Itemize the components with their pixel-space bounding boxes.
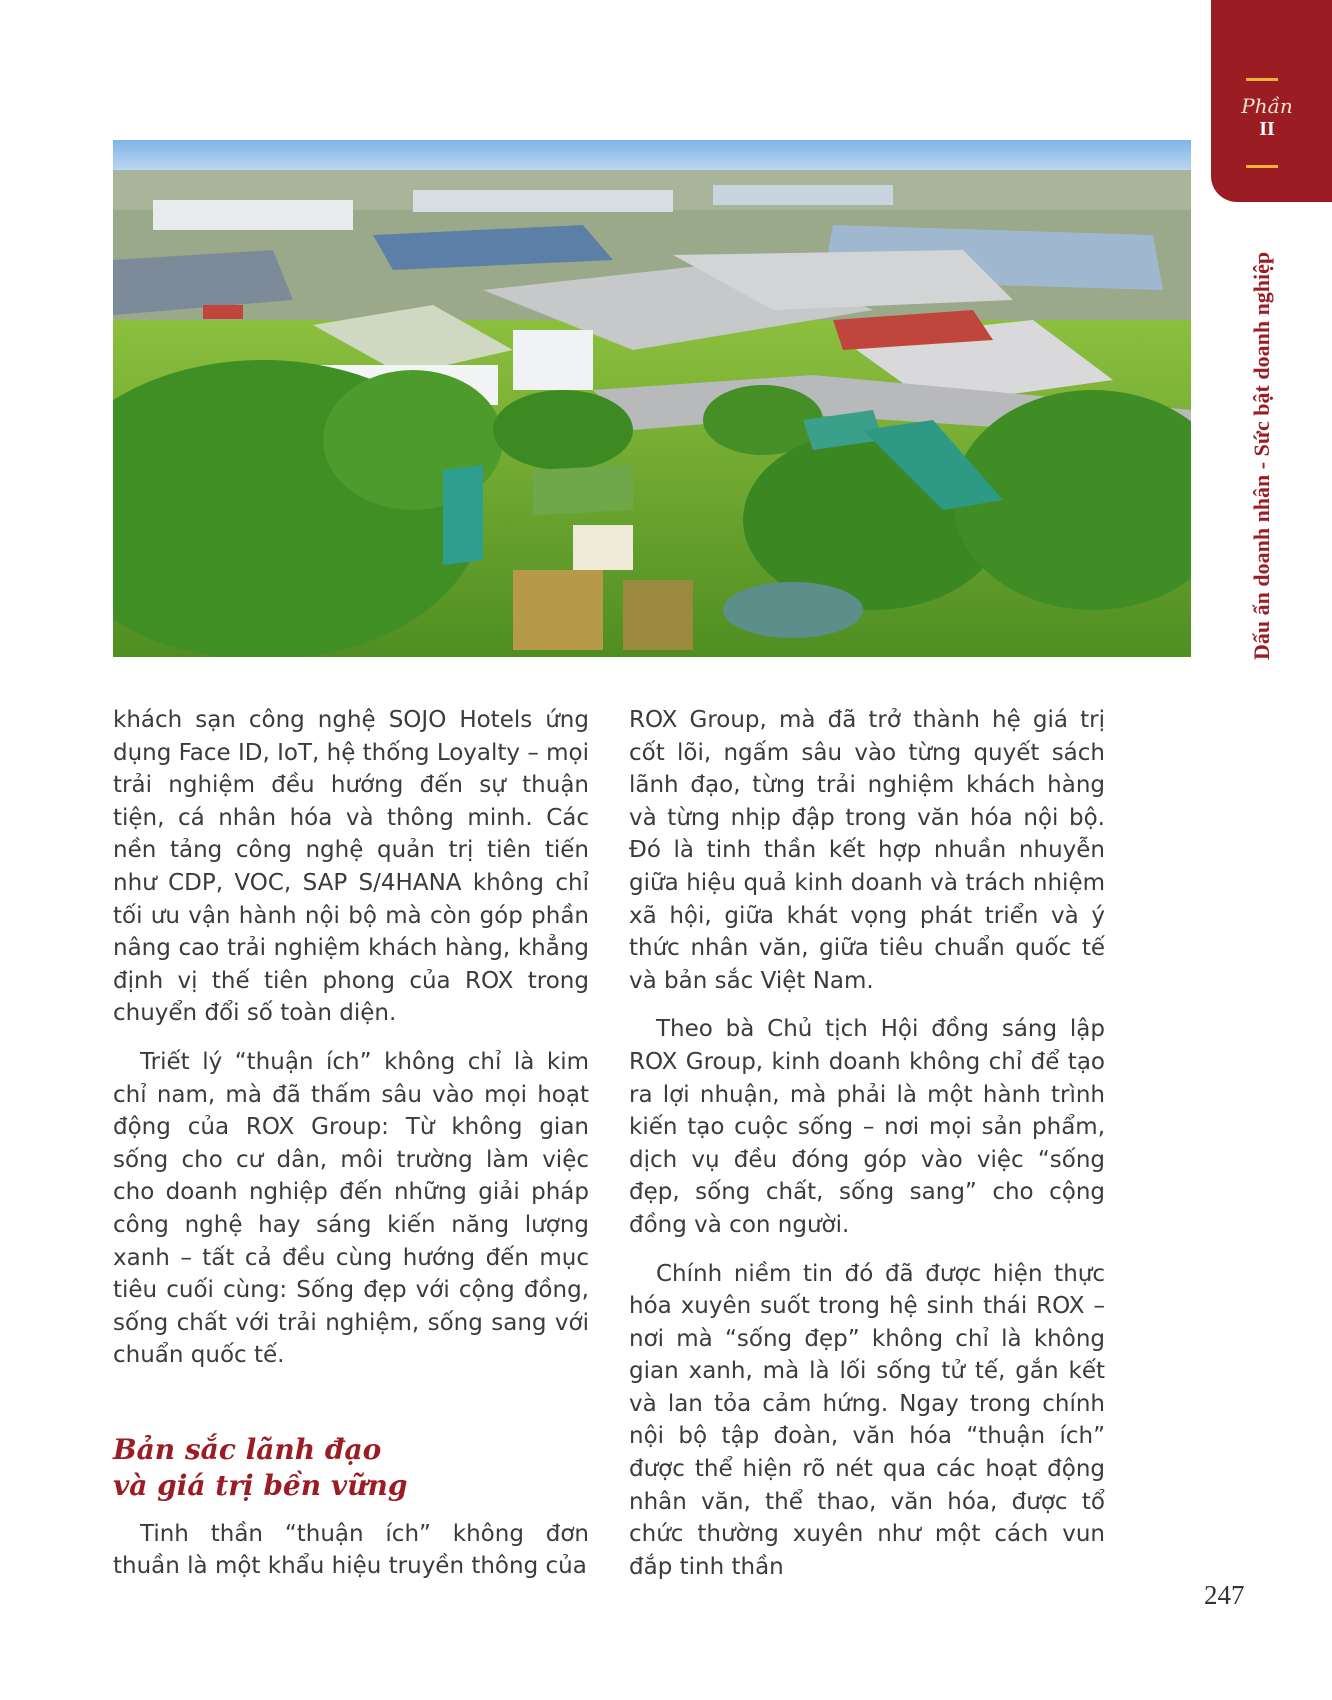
section-heading-line: Bản sắc lãnh đạo (113, 1432, 382, 1466)
paragraph: Chính niềm tin đó đã được hiện thực hóa xuyên suốt trong hệ sinh thái ROX – nơi mà “sống đẹp” không chỉ là không gian xanh, mà là lối sống tử tế, gắn kết và lan tỏa cảm hứng. Ngay trong chính nội bộ tập đoàn, văn hóa “thuận ích” được thể hiện rõ nét qua các hoạt động nhân văn, thể thao, văn hóa, được tổ chức thường xuyên như một cách vun đắp tinh thần (629, 1260, 1105, 1580)
right-text-column (629, 704, 1105, 1599)
section-heading-line: và giá trị bền vững (113, 1468, 408, 1502)
section-heading (113, 1432, 589, 1504)
aerial-industrial-park-photo (113, 140, 1191, 657)
paragraph: khách sạn công nghệ SOJO Hotels ứng dụng Face ID, IoT, hệ thống Loyalty – mọi trải nghiệm đều hướng đến sự thuận tiện, cá nhân hóa và thông minh. Các nền tảng công nghệ quản trị tiên tiến như CDP, VOC, SAP S/4HANA không chỉ tối ưu vận hành nội bộ mà còn góp phần nâng cao trải nghiệm khách hàng, khẳng định vị thế tiên phong của ROX trong chuyển đổi số toàn diện. (113, 707, 590, 1027)
section-title-vertical: Dấu ấn doanh nhân - Sức bật doanh nghiệp (1249, 251, 1274, 660)
part-label: Phần (1241, 94, 1293, 118)
paragraph: Tinh thần “thuận ích” không đơn thuần là một khẩu hiệu truyền thông của (113, 1520, 589, 1580)
paragraph: Theo bà Chủ tịch Hội đồng sáng lập ROX Group, kinh doanh không chỉ để tạo ra lợi nhuận, mà phải là một hành trình kiến tạo cuộc sống – nơi mọi sản phẩm, dịch vụ đều đóng góp vào việc “sống đẹp, sống chất, sống sang” cho cộng đồng và con người. (629, 1016, 1105, 1238)
part-tab (1211, 0, 1332, 202)
part-number: II (1259, 118, 1275, 140)
part-tab-bottom-line (1246, 165, 1278, 168)
page-number: 247 (1204, 1580, 1245, 1610)
paragraph: Triết lý “thuận ích” không chỉ là kim chỉ nam, mà đã thấm sâu vào mọi hoạt động của ROX Group: Từ không gian sống cho cư dân, môi trường làm việc cho doanh nghiệp đến những giải pháp công nghệ hay sáng kiến năng lượng xanh – tất cả đều cùng hướng đến mục tiêu cuối cùng: Sống đẹp với cộng đồng, sống chất với trải nghiệm, sống sang với chuẩn quốc tế. (113, 1048, 589, 1369)
left-text-column (113, 704, 589, 1599)
paragraph: ROX Group, mà đã trở thành hệ giá trị cốt lõi, ngấm sâu vào từng quyết sách lãnh đạo, từng trải nghiệm khách hàng và từng nhịp đập trong văn hóa nội bộ. Đó là tinh thần kết hợp nhuần nhuyễn giữa hiệu quả kinh doanh và trách nhiệm xã hội, giữa khát vọng phát triển và ý thức nhân văn, giữa tiêu chuẩn quốc tế và bản sắc Việt Nam. (629, 707, 1105, 994)
part-tab-top-line (1246, 78, 1278, 81)
